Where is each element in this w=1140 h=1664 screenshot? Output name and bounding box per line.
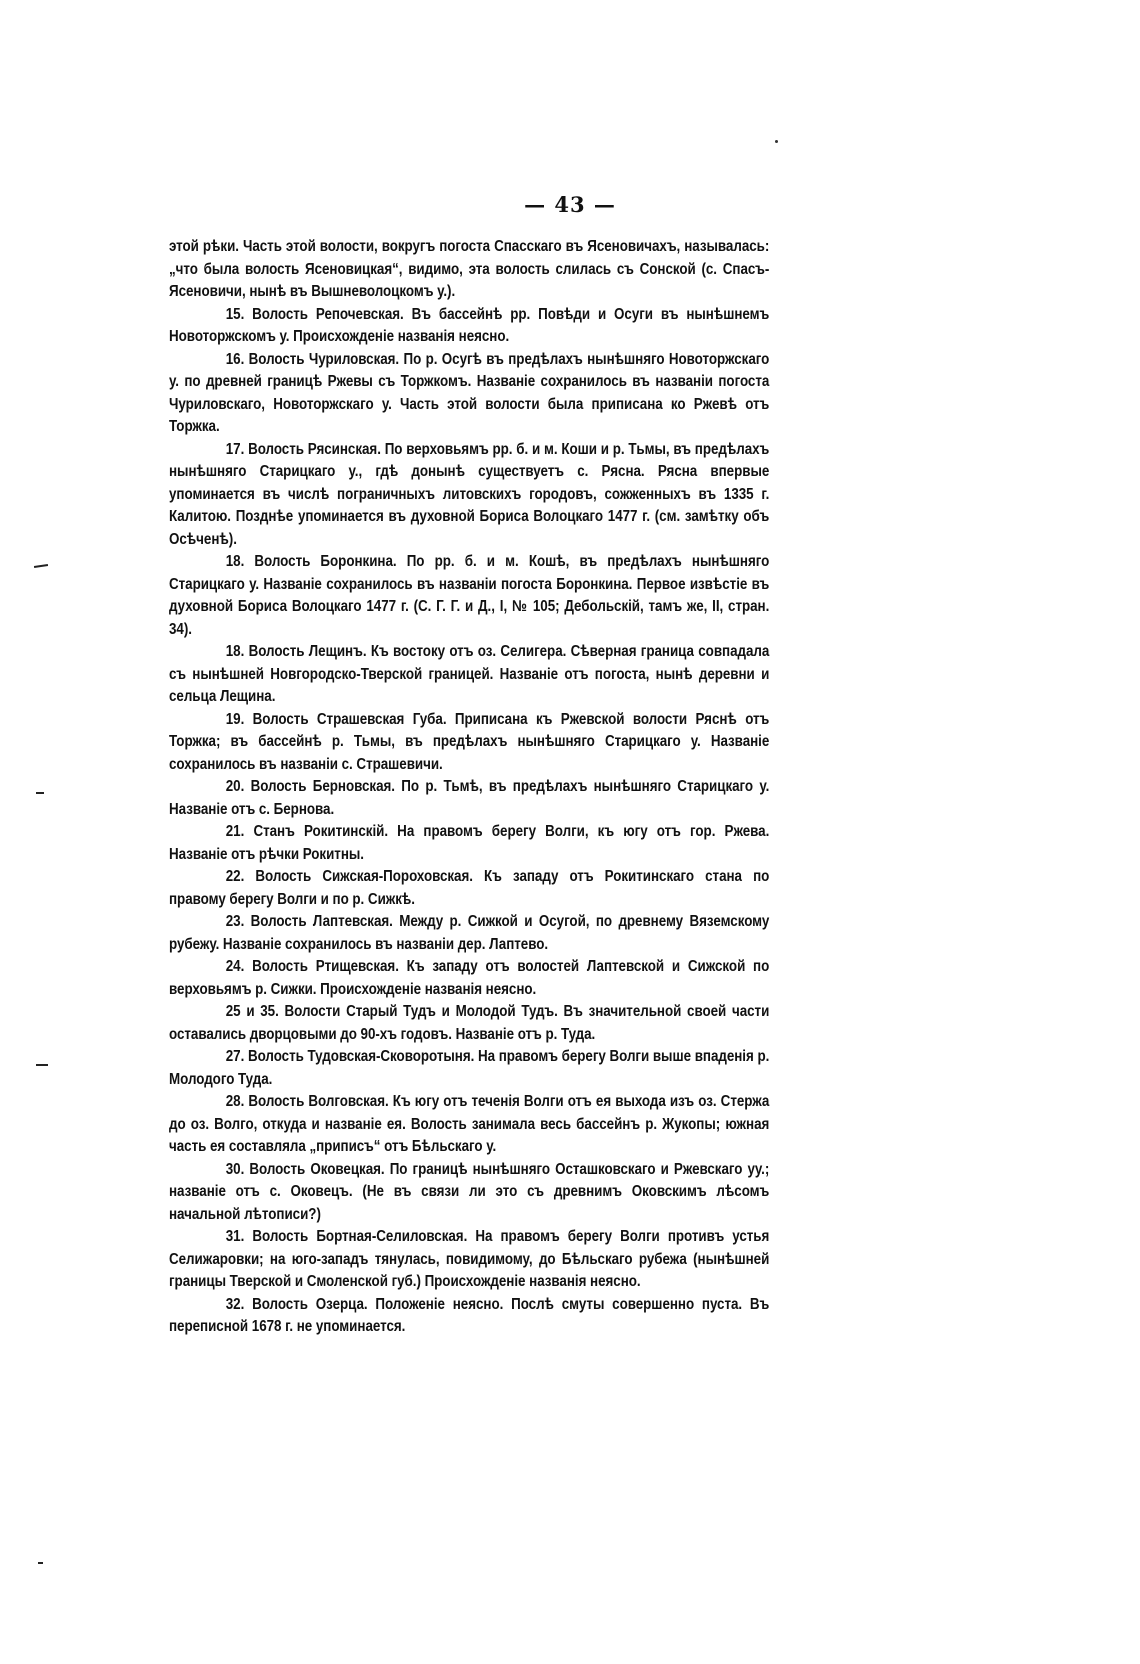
scan-dot	[775, 140, 778, 143]
paragraph-continuation: этой рѣки. Часть этой волости, вокругъ погоста Спасскаго въ Ясеновичахъ, называлась: „что была волость Ясеновицкая“, видимо, эта волость слилась съ Сонской (с. Спасъ-Ясеновичи, нынѣ въ Вышневолоцкомъ у.).	[169, 238, 770, 300]
paragraph-item-25-35: 25 и 35. Волости Старый Тудъ и Молодой Тудъ. Въ значительной своей части оставались дворцовыми до 90-хъ годовъ. Названіе отъ р. Туда.	[169, 1003, 770, 1043]
margin-mark	[38, 1562, 43, 1564]
margin-mark	[36, 792, 44, 794]
paragraph-item-18b: 18. Волость Лещинъ. Къ востоку отъ оз. Селигера. Сѣверная граница совпадала съ нынѣшней Новгородско-Тверской границей. Названіе отъ погоста, нынѣ деревни и сельца Лещина.	[169, 643, 770, 705]
page-number: — 43 —	[524, 192, 616, 217]
paragraph-item-32: 32. Волость Озерца. Положеніе неясно. Послѣ смуты совершенно пуста. Въ переписной 1678 г. не упоминается.	[169, 1295, 770, 1335]
paragraph-item-24: 24. Волость Ртищевская. Къ западу отъ волостей Лаптевской и Сижской по верховьямъ р. Сижки. Происхожденіе названія неясно.	[169, 958, 770, 998]
paragraph-item-30: 30. Волость Оковецкая. По границѣ нынѣшняго Осташковскаго и Ржевскаго уу.; названіе отъ с. Оковецъ. (Не въ связи ли это съ древнимъ Оковскимъ лѣсомъ начальной лѣтописи?)	[169, 1160, 770, 1223]
paragraph-item-22: 22. Волость Сижская-Пороховская. Къ западу отъ Рокитинскаго стана по правому берегу Волги и по р. Сижкѣ.	[169, 868, 770, 908]
paragraph-item-16: 16. Волость Чуриловская. По р. Осугѣ въ предѣлахъ нынѣшняго Новоторжскаго у. по древней границѣ Ржевы съ Торжкомъ. Названіе сохранилось въ названіи погоста Чуриловскаго, Новоторжскаго у. Часть этой волости была приписана ко Ржевѣ отъ Торжка.	[169, 350, 770, 435]
paragraph-item-21: 21. Станъ Рокитинскій. На правомъ берегу Волги, къ югу отъ гор. Ржева. Названіе отъ рѣчки Рокитны.	[169, 823, 770, 863]
paragraph-item-28: 28. Волость Волговская. Къ югу отъ теченія Волги отъ ея выхода изъ оз. Стержа до оз. Волго, откуда и названіе ея. Волость занимала весь бассейнъ р. Жукопы; южная часть ея составляла „приписъ“ отъ Бѣльскаго у.	[169, 1093, 770, 1155]
paragraph-item-19: 19. Волость Страшевская Губа. Приписана къ Ржевской волости Ряснѣ отъ Торжка; въ бассейнѣ р. Тьмы, въ предѣлахъ нынѣшняго Старицкаго у. Названіе сохранилось въ названіи с. Страшевичи.	[169, 710, 770, 773]
paragraph-item-18a: 18. Волость Боронкина. По рр. б. и м. Кошѣ, въ предѣлахъ нынѣшняго Старицкаго у. Названіе сохранилось въ названіи погоста Боронкина. Первое извѣстіе въ духовной Бориса Волоцкаго 1477 г. (С. Г. Г. и Д., I, № 105; Дебольскій, тамъ же, II, стран. 34).	[169, 553, 770, 638]
margin-mark	[34, 564, 48, 568]
margin-mark	[36, 1064, 48, 1066]
paragraph-item-15: 15. Волость Репочевская. Въ бассейнѣ рр. Повѣди и Осуги въ нынѣшнемъ Новоторжскомъ у. Происхожденіе названія неясно.	[169, 305, 770, 345]
body-text	[169, 236, 769, 1339]
paragraph-item-17: 17. Волость Рясинская. По верховьямъ рр. б. и м. Коши и р. Тьмы, въ предѣлахъ нынѣшняго Старицкаго у., гдѣ донынѣ существуетъ с. Рясна. Рясна впервые упоминается въ числѣ пограничныхъ литовскихъ городовъ, сожженныхъ въ 1335 г. Калитою. Позднѣе упоминается въ духовной Бориса Волоцкаго 1477 г. (см. замѣтку объ Осѣченѣ).	[169, 440, 770, 548]
paragraph-item-31: 31. Волость Бортная-Селиловская. На правомъ берегу Волги противъ устья Селижаровки; на юго-западъ тянулась, повидимому, до Бѣльскаго рубежа (нынѣшней границы Тверской и Смоленской губ.) Происхожденіе названія неясно.	[169, 1228, 770, 1290]
paragraph-item-23: 23. Волость Лаптевская. Между р. Сижкой и Осугой, по древнему Вяземскому рубежу. Названіе сохранилось въ названіи дер. Лаптево.	[169, 913, 770, 953]
paragraph-item-20: 20. Волость Берновская. По р. Тьмѣ, въ предѣлахъ нынѣшняго Старицкаго у. Названіе отъ с. Бернова.	[169, 778, 770, 818]
paragraph-item-27: 27. Волость Тудовская-Сковоротыня. На правомъ берегу Волги выше впаденія р. Молодого Туда.	[169, 1048, 770, 1088]
